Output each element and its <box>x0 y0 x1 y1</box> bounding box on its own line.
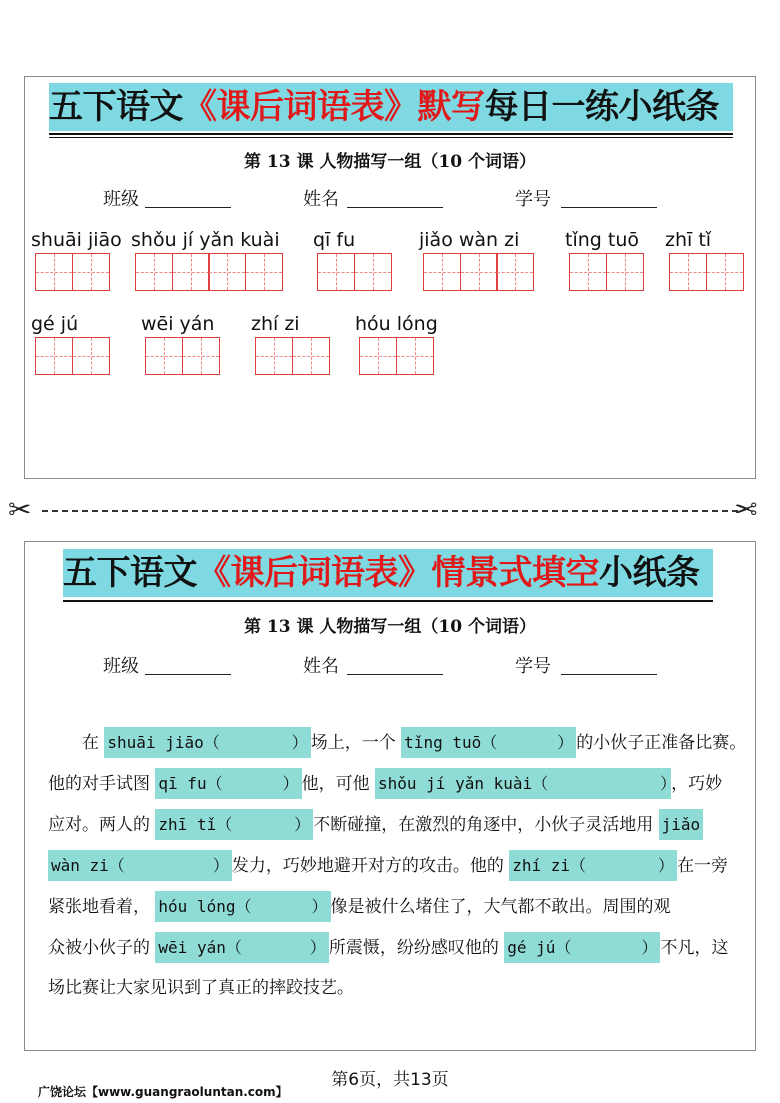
grid-cell[interactable] <box>35 253 73 291</box>
word-pinyin: jiǎo wàn zi <box>419 229 520 251</box>
pinyin-prompt: shǒu jí yǎn kuài（ <box>375 768 551 799</box>
answer-blank[interactable] <box>574 932 638 963</box>
name-label: 姓名 <box>303 189 339 210</box>
title-underline-thin <box>49 137 733 138</box>
grid-cell[interactable] <box>182 337 220 375</box>
answer-blank[interactable] <box>589 850 655 881</box>
paragraph-text: 场上，一个 <box>310 733 402 753</box>
title-underline <box>63 600 713 602</box>
answer-blank[interactable] <box>551 768 657 799</box>
fill-in-title-banner <box>63 549 713 597</box>
grid-cell[interactable] <box>423 253 461 291</box>
pinyin-prompt: ） <box>307 932 329 963</box>
writing-grid <box>135 253 282 291</box>
writing-grid <box>669 253 742 291</box>
word-pinyin: zhī tǐ <box>665 229 712 251</box>
name-input-line[interactable] <box>347 652 443 675</box>
grid-cell[interactable] <box>35 337 73 375</box>
grid-cell[interactable] <box>72 253 110 291</box>
answer-blank[interactable] <box>254 891 308 922</box>
paragraph-line <box>48 727 746 758</box>
answer-blank[interactable] <box>226 768 280 799</box>
pinyin-prompt: gé jú（ <box>504 932 574 963</box>
grid-cell[interactable] <box>208 253 246 291</box>
grid-cell[interactable] <box>245 253 283 291</box>
pinyin-prompt: wēi yán（ <box>155 932 244 963</box>
pinyin-prompt: ） <box>554 727 576 758</box>
grid-cell[interactable] <box>317 253 355 291</box>
pinyin-prompt: zhī tǐ（ <box>155 809 235 840</box>
number-label: 学号 <box>515 189 551 210</box>
writing-grid <box>145 337 218 375</box>
paragraph-line <box>48 768 722 799</box>
grid-cell[interactable] <box>354 253 392 291</box>
pinyin-prompt: ） <box>655 850 677 881</box>
paragraph-text: 所震慑，纷纷感叹他的 <box>328 938 505 958</box>
paragraph-text: 在 <box>48 733 105 753</box>
word-pinyin: shuāi jiāo <box>31 229 122 251</box>
pinyin-prompt: ） <box>280 768 302 799</box>
title-prefix: 五下语文 <box>49 87 183 127</box>
pinyin-prompt: tǐng tuō（ <box>401 727 500 758</box>
grid-cell[interactable] <box>135 253 173 291</box>
page-indicator: 第6页，共13页 <box>331 1070 449 1090</box>
paragraph-text: 发力，巧妙地避开对方的攻击。他的 <box>231 856 510 876</box>
grid-cell[interactable] <box>255 337 293 375</box>
pinyin-prompt: ） <box>291 809 313 840</box>
grid-cell[interactable] <box>72 337 110 375</box>
answer-blank[interactable] <box>500 727 554 758</box>
word-pinyin: wēi yán <box>141 313 215 335</box>
title-prefix: 五下语文 <box>63 553 197 593</box>
student-info-row <box>25 185 755 215</box>
pinyin-prompt: ） <box>289 727 311 758</box>
paragraph-text: 不断碰撞，在激烈的角逐中，小伙子灵活地用 <box>313 815 659 835</box>
grid-cell[interactable] <box>145 337 183 375</box>
word-pinyin: hóu lóng <box>355 313 438 335</box>
title-red: 《课后词语表》默写 <box>183 87 485 127</box>
title-suffix: 每日一练小纸条 <box>484 87 719 127</box>
grid-cell[interactable] <box>292 337 330 375</box>
pinyin-prompt: jiǎo <box>659 809 704 840</box>
pinyin-prompt: hóu lóng（ <box>155 891 254 922</box>
word-pinyin: zhí zi <box>251 313 300 335</box>
word-pinyin: shǒu jí yǎn kuài <box>131 229 280 251</box>
writing-grid <box>359 337 432 375</box>
grid-cell[interactable] <box>669 253 707 291</box>
scissors-icon: ✂ <box>8 493 32 526</box>
grid-cell[interactable] <box>172 253 210 291</box>
word-pinyin: qī fu <box>313 229 356 251</box>
paragraph-line <box>48 932 728 963</box>
paragraph-text: ，巧妙 <box>671 774 723 794</box>
paragraph-line <box>48 809 703 840</box>
paragraph-text: 场比赛让大家见识到了真正的摔跤技艺。 <box>48 978 354 998</box>
grid-cell[interactable] <box>569 253 607 291</box>
paragraph-text: 众被小伙子的 <box>48 938 156 958</box>
paragraph-text: 在一旁 <box>677 856 729 876</box>
title-underline <box>49 133 733 135</box>
title-red: 《课后词语表》情景式填空 <box>197 553 599 593</box>
number-input-line[interactable] <box>561 652 657 675</box>
name-input-line[interactable] <box>347 185 443 208</box>
answer-blank[interactable] <box>235 809 291 840</box>
lesson-subtitle: 第 13 课 人物描写一组（10 个词语） <box>244 152 536 172</box>
writing-grid <box>35 253 108 291</box>
pinyin-prompt: zhí zi（ <box>509 850 589 881</box>
student-info-row <box>25 652 755 682</box>
word-pinyin: gé jú <box>31 313 79 335</box>
answer-blank[interactable] <box>128 850 210 881</box>
dictation-title-banner <box>49 83 733 131</box>
class-input-line[interactable] <box>145 652 231 675</box>
scissors-icon: ✂ <box>734 493 758 526</box>
grid-cell[interactable] <box>706 253 744 291</box>
grid-cell[interactable] <box>359 337 397 375</box>
paragraph-line <box>48 891 671 922</box>
writing-grid <box>569 253 642 291</box>
number-input-line[interactable] <box>561 185 657 208</box>
grid-cell[interactable] <box>496 253 534 291</box>
paragraph-text: 他，可他 <box>301 774 375 794</box>
paragraph-text: 像是被什么堵住了，大气都不敢出。周围的观 <box>330 897 671 917</box>
pinyin-prompt: ） <box>657 768 671 799</box>
answer-blank[interactable] <box>245 932 307 963</box>
name-label: 姓名 <box>303 656 339 677</box>
pinyin-prompt: qī fu（ <box>155 768 225 799</box>
class-input-line[interactable] <box>145 185 231 208</box>
number-label: 学号 <box>515 656 551 677</box>
pinyin-prompt: ） <box>210 850 232 881</box>
writing-grid <box>35 337 108 375</box>
lesson-subtitle: 第 13 课 人物描写一组（10 个词语） <box>244 617 536 637</box>
pinyin-prompt: ） <box>308 891 330 922</box>
paragraph-line <box>48 973 354 998</box>
pinyin-prompt: shuāi jiāo（ <box>104 727 222 758</box>
answer-blank[interactable] <box>223 727 289 758</box>
site-footer: 广饶论坛【www.guangraoluntan.com】 <box>38 1085 288 1099</box>
title-suffix: 小纸条 <box>599 553 700 593</box>
writing-grid <box>255 337 328 375</box>
word-pinyin: tǐng tuō <box>565 229 639 251</box>
dictation-card <box>24 76 756 479</box>
writing-grid <box>423 253 533 291</box>
grid-cell[interactable] <box>606 253 644 291</box>
class-label: 班级 <box>103 189 139 210</box>
paragraph-line <box>48 850 728 881</box>
paragraph-text: 的小伙子正准备比赛。 <box>576 733 747 753</box>
grid-cell[interactable] <box>396 337 434 375</box>
paragraph-text: 应对。两人的 <box>48 815 156 835</box>
writing-grid <box>317 253 390 291</box>
pinyin-prompt: wàn zi（ <box>48 850 128 881</box>
grid-cell[interactable] <box>460 253 498 291</box>
cut-dashed-line <box>42 510 738 512</box>
paragraph-text: 不凡，这 <box>660 938 729 958</box>
paragraph-text: 紧张地看着， <box>48 897 156 917</box>
class-label: 班级 <box>103 656 139 677</box>
paragraph-text: 他的对手试图 <box>48 774 156 794</box>
pinyin-prompt: ） <box>638 932 660 963</box>
